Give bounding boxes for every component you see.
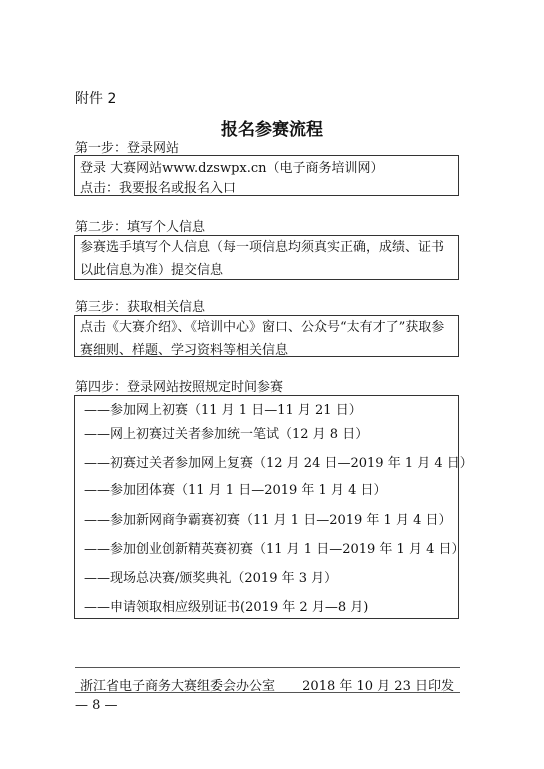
footer-issuer: 浙江省电子商务大赛组委会办公室 [80,679,276,694]
step-4-item: ——申请领取相应级别证书(2019 年 2 月—8 月) [84,600,369,615]
step-4-item: ——参加创业创新精英赛初赛（11 月 1 日—2019 年 1 月 4 日） [84,542,465,557]
step-3-text: 点击《大赛介绍》、《培训中心》窗口、公众号“太有才了”获取参赛细则、样题、学习资料等相关信息 [80,320,445,358]
step-4-item: ——参加网上初赛（11 月 1 日—11 月 21 日） [84,403,362,418]
step-4-item: ——网上初赛过关者参加统一笔试（12 月 8 日） [84,427,369,442]
step-4-item: ——参加新网商争霸赛初赛（11 月 1 日—2019 年 1 月 4 日） [84,513,452,528]
step-2-text: 参赛选手填写个人信息（每一项信息均须真实正确，成绩、证书以此信息为准）提交信息 [80,240,445,278]
attachment-label: 附件 2 [75,91,117,107]
page-title: 报名参赛流程 [221,120,323,140]
step-4-item: ——参加团体赛（11 月 1 日—2019 年 1 月 4 日） [84,483,387,498]
step-2-label: 第二步：填写个人信息 [75,220,206,235]
step-1-box [74,155,459,196]
step-4-box [74,395,473,619]
step-1-label: 第一步：登录网站 [75,141,180,156]
footer-date: 2018 年 10 月 23 日印发 [302,679,454,694]
page-number: — 8 — [75,698,118,713]
step-1-line-2: 点击：我要报名或报名入口 [80,181,237,196]
step-4-label: 第四步：登录网站按照规定时间参赛 [75,380,284,395]
footer-rule-bottom [75,692,460,693]
step-1-line-1: 登录 大赛网站www.dzswpx.cn（电子商务培训网） [80,161,384,176]
step-3-label: 第三步：获取相关信息 [75,300,206,315]
step-2-box [74,235,459,280]
step-3-box [74,315,459,357]
footer-rule-top [75,667,460,668]
step-4-item: ——初赛过关者参加网上复赛（12 月 24 日—2019 年 1 月 4 日） [84,456,473,471]
step-4-item: ——现场总决赛/颁奖典礼（2019 年 3 月） [84,571,338,586]
